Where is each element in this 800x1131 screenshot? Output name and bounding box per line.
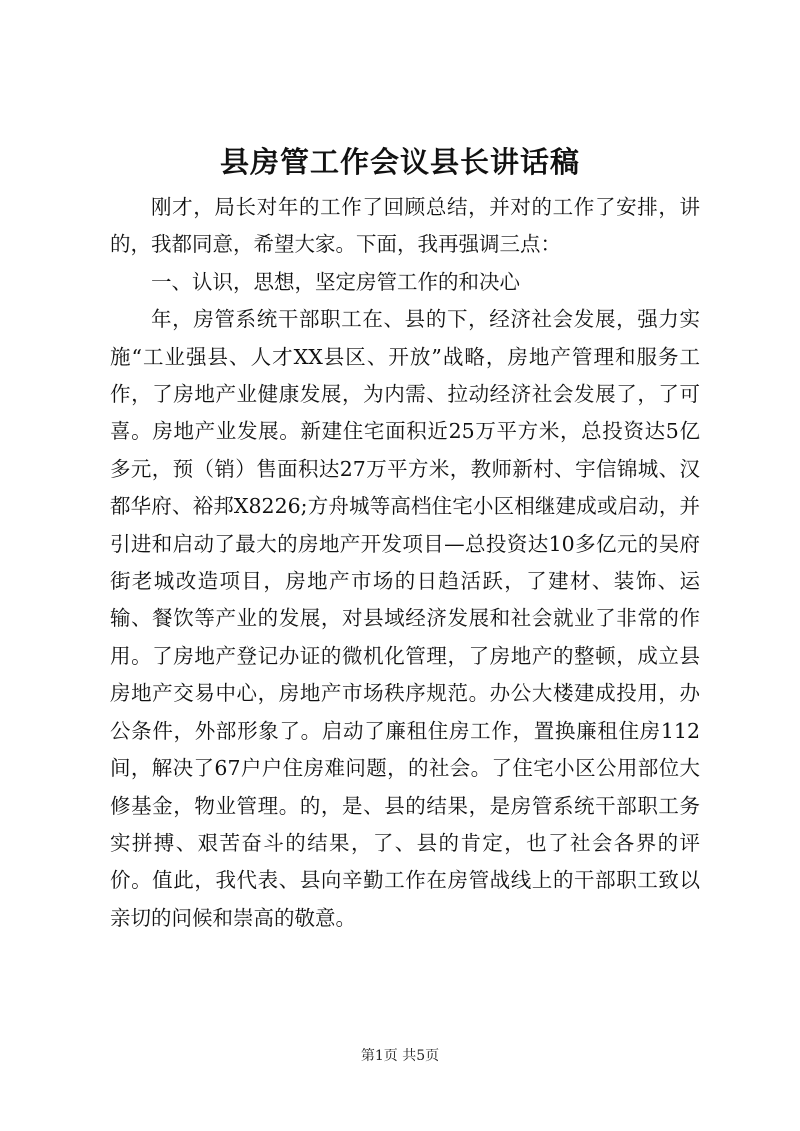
document-body bbox=[110, 189, 700, 937]
paragraph-main: 年，房管系统干部职工在、县的下，经济社会发展，强力实施“工业强县、人才XX县区、开放”战略，房地产管理和服务工作，了房地产业健康发展，为内需、拉动经济社会发展了，了可喜。房地产业发展。新建住宅面积近25万平方米，总投资达5亿多元，预（销）售面积达27万平方米，教师新村、宇信锦城、汉都华府、裕邦X8226;方舟城等高档住宅小区相继建成或启动，并引进和启动了最大的房地产开发项目—总投资达10多亿元的吴府街老城改造项目，房地产市场的日趋活跃，了建材、装饰、运输、餐饮等产业的发展，对县域经济发展和社会就业了非常的作用。了房地产登记办证的微机化管理，了房地产的整顿，成立县房地产交易中心，房地产市场秩序规范。办公大楼建成投用，办公条件，外部形象了。启动了廉租住房工作，置换廉租住房112间，解决了67户户住房难问题，的社会。了住宅小区公用部位大修基金，物业管理。的，是、县的结果，是房管系统干部职工务实拼搏、艰苦奋斗的结果，了、县的肯定，也了社会各界的评价。值此，我代表、县向辛勤工作在房管战线上的干部职工致以亲切的问候和崇高的敬意。 bbox=[110, 307, 700, 930]
paragraph-section-heading: 一、认识，思想，坚定房管工作的和决心 bbox=[151, 269, 520, 294]
document-title: 县房管工作会议县长讲话稿 bbox=[219, 145, 580, 179]
page-footer: 第1页 共5页 bbox=[360, 1048, 440, 1064]
paragraph-intro: 刚才，局长对年的工作了回顾总结，并对的工作了安排，讲的，我都同意，希望大家。下面，我再强调三点： bbox=[110, 195, 700, 257]
